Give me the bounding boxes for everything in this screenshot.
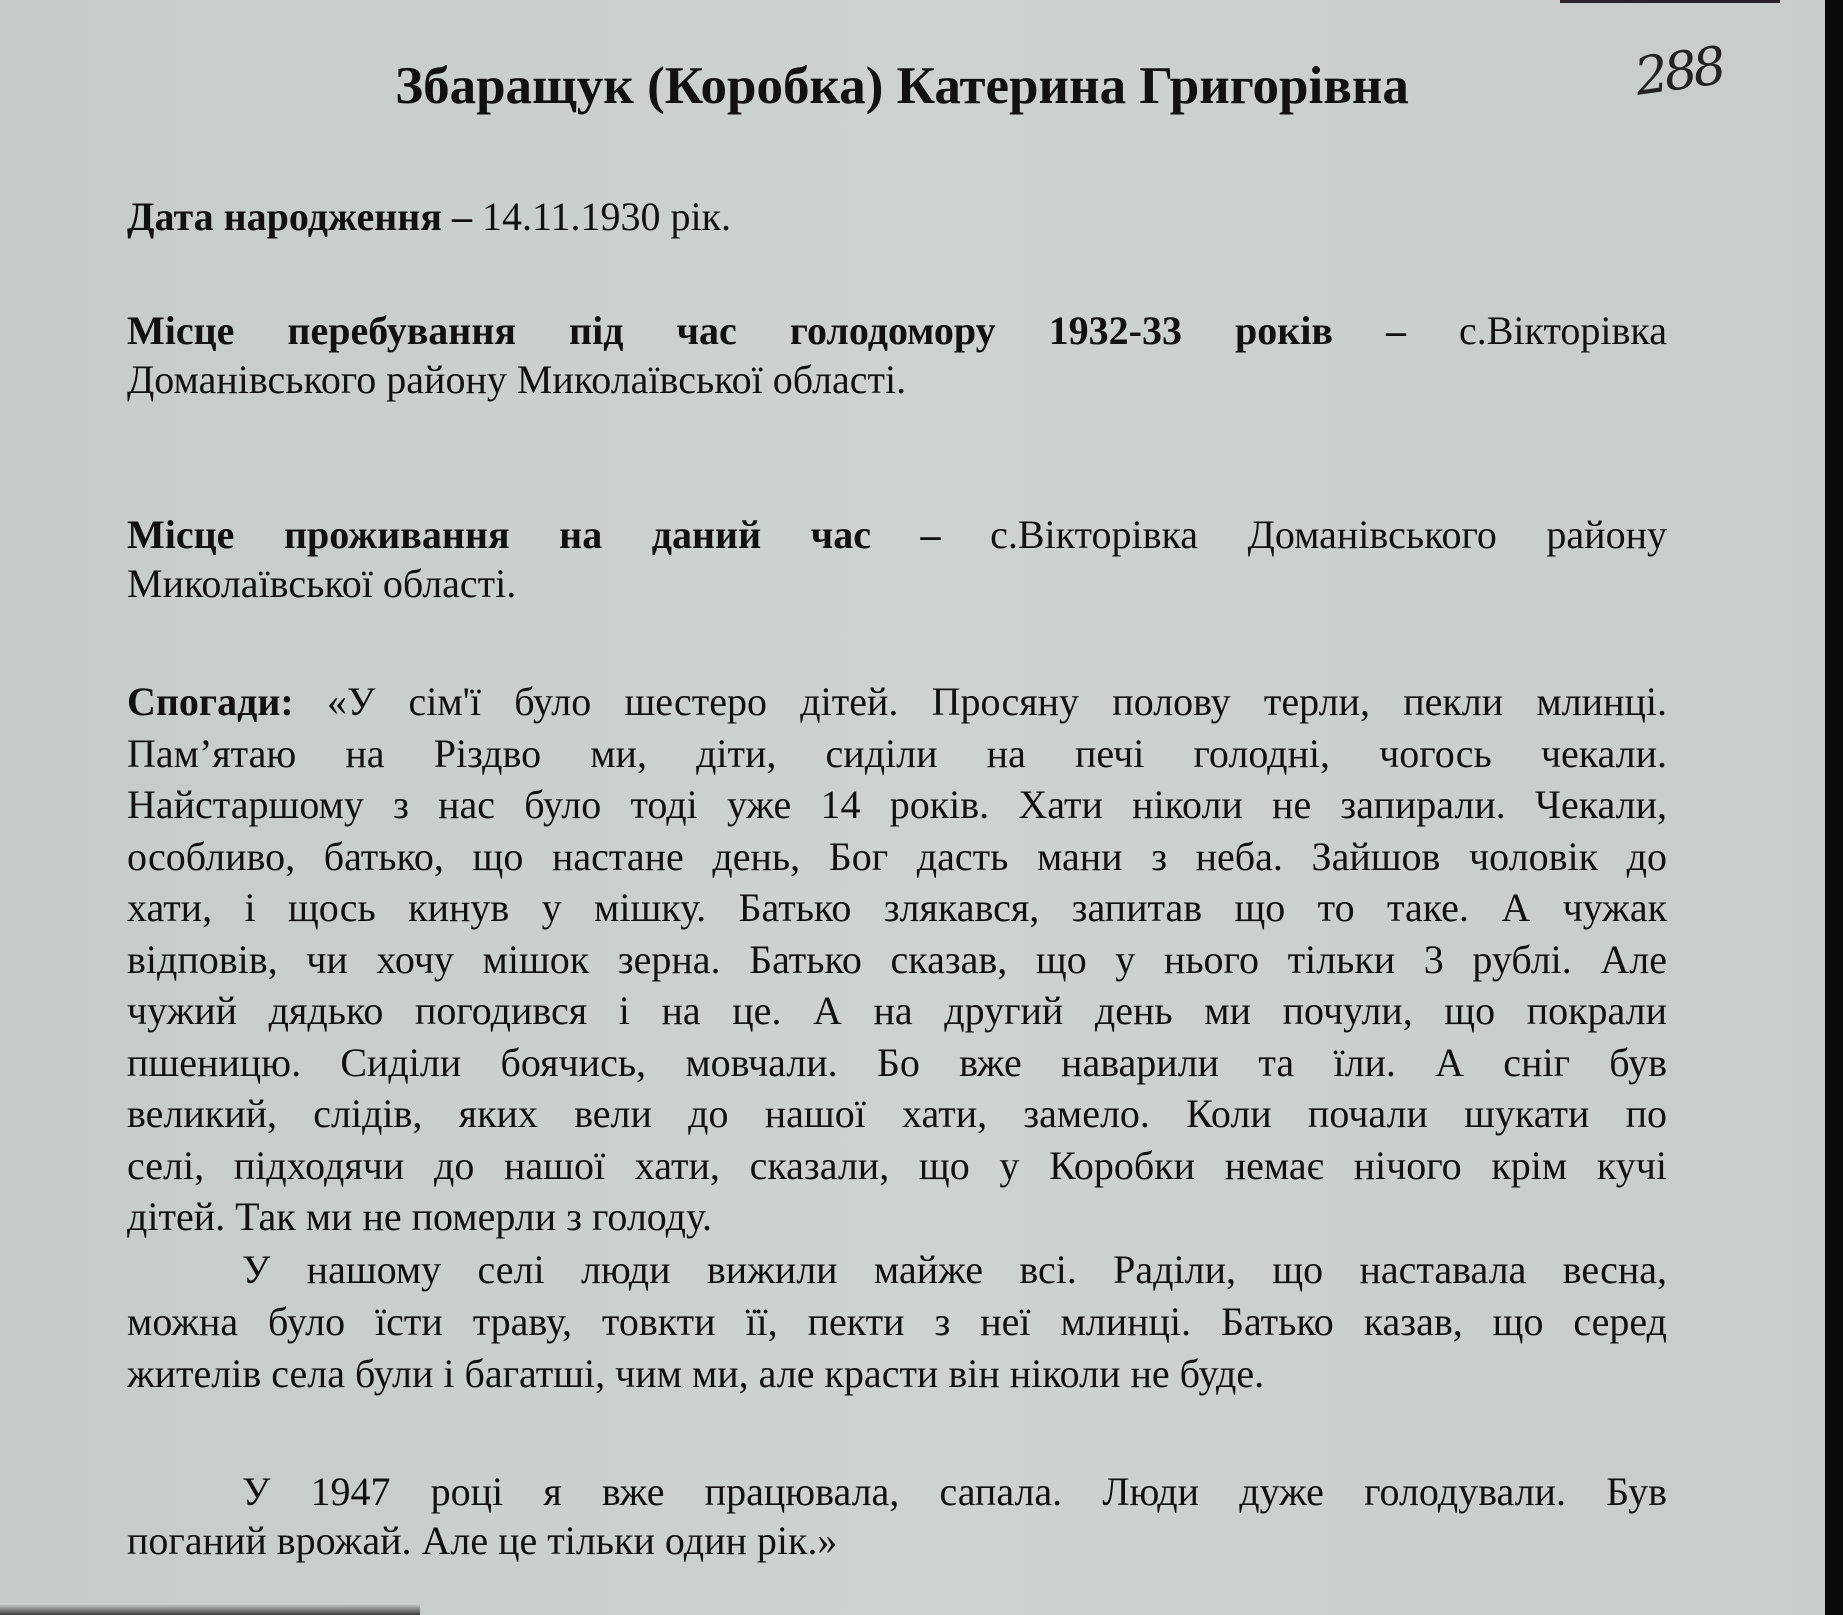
memories-line: відповів, чи хочу мішок зерна. Батько сказав, що у нього тільки 3 рублі. Але — [127, 936, 1667, 982]
memories-line: чужий дядько погодився і на це. А на другий день ми почули, що покрали — [127, 988, 1667, 1033]
scan-edge-top — [1560, 0, 1780, 3]
memories-line: пшеницю. Сиділи боячись, мовчали. Бо вже наварили та їли. А сніг був — [127, 1039, 1667, 1085]
memories-paragraph-3 — [127, 1467, 1667, 1565]
famine-place — [127, 306, 1667, 404]
residence — [127, 510, 1667, 608]
birth-value: 14.11.1930 рік. — [481, 194, 732, 239]
memories-line: У нашому селі люди вижили майже всі. Раділи, що наставала весна, — [242, 1247, 1667, 1292]
memories — [127, 676, 1667, 1243]
famine-place-line: с.Вікторівка — [1459, 308, 1667, 353]
memories-label: Спогади: — [127, 679, 327, 724]
memories-line: поганий врожай. Але це тільки один рік.» — [127, 1518, 838, 1563]
memories-line: «У сім'ї було шестеро дітей. Просяну полову терли, пекли млинці. — [326, 679, 1667, 724]
memories-line: хати, і щось кинув у мішку. Батько злякався, запитав що то таке. А чужак — [127, 885, 1667, 930]
memories-line: особливо, батько, що настане день, Бог дасть мани з неба. Зайшов чоловік до — [127, 833, 1667, 879]
handwritten-page-number: 288 — [1631, 36, 1727, 108]
famine-place-line: Доманівського району Миколаївської області. — [127, 357, 907, 402]
scan-edge-bottom — [0, 1603, 420, 1615]
residence-label: Місце проживання на даний час – — [127, 512, 991, 557]
memories-line: Найстаршому з нас було тоді уже 14 років. Хати ніколи не запирали. Чекали, — [127, 782, 1667, 827]
residence-line: Миколаївської області. — [127, 561, 517, 606]
memories-paragraph-2 — [127, 1244, 1667, 1400]
famine-place-label: Місце перебування під час голодомору 1932-33 років – — [127, 308, 1459, 353]
memories-line: У 1947 році я вже працювала, сапала. Люди дуже голодували. Був — [242, 1469, 1667, 1514]
memories-line: селі, підходячи до нашої хати, сказали, що у Коробки немає нічого крім кучі — [127, 1142, 1667, 1188]
residence-line: с.Вікторівка Доманівського району — [990, 512, 1667, 557]
birth-date — [127, 192, 1667, 241]
memories-line: дітей. Так ми не померли з голоду. — [127, 1194, 712, 1239]
memories-line: великий, слідів, яких вели до нашої хати, замело. Коли почали шукати по — [127, 1091, 1667, 1136]
memories-line: Пам’ятаю на Різдво ми, діти, сиділи на печі голодні, чогось чекали. — [127, 730, 1667, 776]
memories-line: можна було їсти траву, товкти її, пекти з неї млинці. Батько казав, що серед — [127, 1299, 1667, 1344]
document-title: Збаращук (Коробка) Катерина Григорівна — [395, 57, 1409, 115]
memories-line: жителів села були і багатші, чим ми, але красти він ніколи не буде. — [127, 1351, 1265, 1396]
scan-edge-right — [1825, 0, 1843, 1615]
birth-label: Дата народження – — [127, 194, 482, 239]
